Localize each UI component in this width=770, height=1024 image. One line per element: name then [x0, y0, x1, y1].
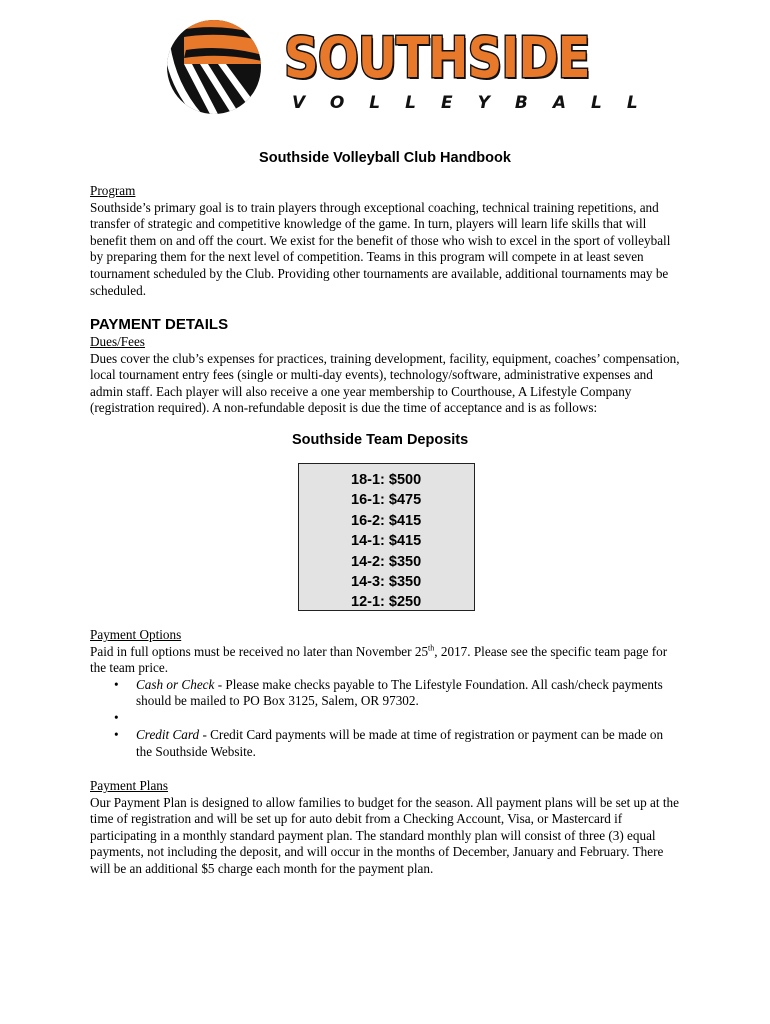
deposit-row: 14-3: $350 — [351, 573, 422, 590]
list-item-cash — [90, 677, 680, 710]
cash-label: Cash or Check — [136, 676, 215, 692]
intro-text: Paid in full options must be received no later than November 25 — [90, 643, 429, 659]
payment-plans-body: Our Payment Plan is designed to allow families to budget for the season. All payment plans will be set up at the time of registration and will be set up for auto debit from a Checking Account, Visa, or Mastercard if participating in a monthly standard payment plan. The standard monthly plan will consist of three (3) equal payments, not including the deposit, and will occur in the months of December, January and February. There will be an additional $5 charge each month for the payment plan. — [90, 794, 679, 876]
deposit-row: 14-1: $415 — [351, 533, 422, 550]
logo-wordmark: SOUTHSIDE — [284, 26, 590, 91]
dues-section — [90, 334, 680, 417]
payment-options-heading: Payment Options — [90, 627, 182, 642]
page-title: Southside Volleyball Club Handbook — [259, 150, 511, 166]
credit-label: Credit Card — [136, 726, 200, 742]
logo-subtitle: VOLLEYBALL — [292, 93, 663, 113]
deposit-row: 16-2: $415 — [351, 512, 422, 529]
dues-body: Dues cover the club’s expenses for practices, training development, facility, equipment, coaches’ compensation, local tournament entry fees (single or multi-day events), technology/software, administrative expenses and admin staff. Each player will also receive a one year membership to Courthouse, A Lifestyle Company (registration required). A non-refundable deposit is due the time of acceptance and is as follows: — [90, 350, 680, 416]
payment-options-section — [90, 627, 680, 760]
deposits-table — [298, 463, 475, 611]
bullet: • — [114, 709, 119, 725]
deposit-row: 18-1: $500 — [351, 472, 422, 488]
payment-plans-section — [90, 778, 680, 878]
deposit-row: 14-2: $350 — [351, 553, 422, 570]
payment-options-list — [90, 677, 680, 760]
list-item-credit — [90, 727, 680, 760]
dues-heading: Dues/Fees — [90, 334, 145, 349]
cash-text: - Please make checks payable to The Lifestyle Foundation. All cash/check payments should be mailed to PO Box 3125, Salem, OR 97302. — [136, 676, 663, 709]
deposit-row: 12-1: $250 — [351, 594, 422, 611]
payment-plans-heading: Payment Plans — [90, 778, 169, 793]
deposit-row: 16-1: $475 — [351, 492, 422, 509]
deposits-title: Southside Team Deposits — [292, 432, 469, 448]
intro-text-end: , 2017. Please see the specific team page for the team price. — [90, 643, 668, 676]
payment-options-intro — [90, 644, 680, 677]
volleyball-icon — [162, 14, 272, 120]
bullet: • — [114, 726, 119, 742]
payment-details-heading: PAYMENT DETAILS — [90, 316, 229, 333]
credit-text: - Credit Card payments will be made at time of registration or payment can be made on the Southside Website. — [136, 726, 664, 759]
program-heading: Program — [90, 183, 136, 198]
list-item-empty — [90, 710, 680, 727]
program-section — [90, 183, 680, 299]
program-body: Southside’s primary goal is to train players through exceptional coaching, technical training repetitions, and transfer of strategic and competitive knowledge of the game. In turn, players will learn life skills that will benefit them on and off the court. We exist for the benefit of those who wish to excel in the sport of volleyball by preparing them for the next level of competition. Teams in this program will compete in at least seven tournament scheduled by the Club. Providing other tournaments are available, additional tournaments may be scheduled. — [90, 199, 671, 298]
bullet: • — [114, 676, 119, 692]
intro-superscript: th — [428, 643, 435, 653]
southside-logo — [162, 14, 663, 120]
